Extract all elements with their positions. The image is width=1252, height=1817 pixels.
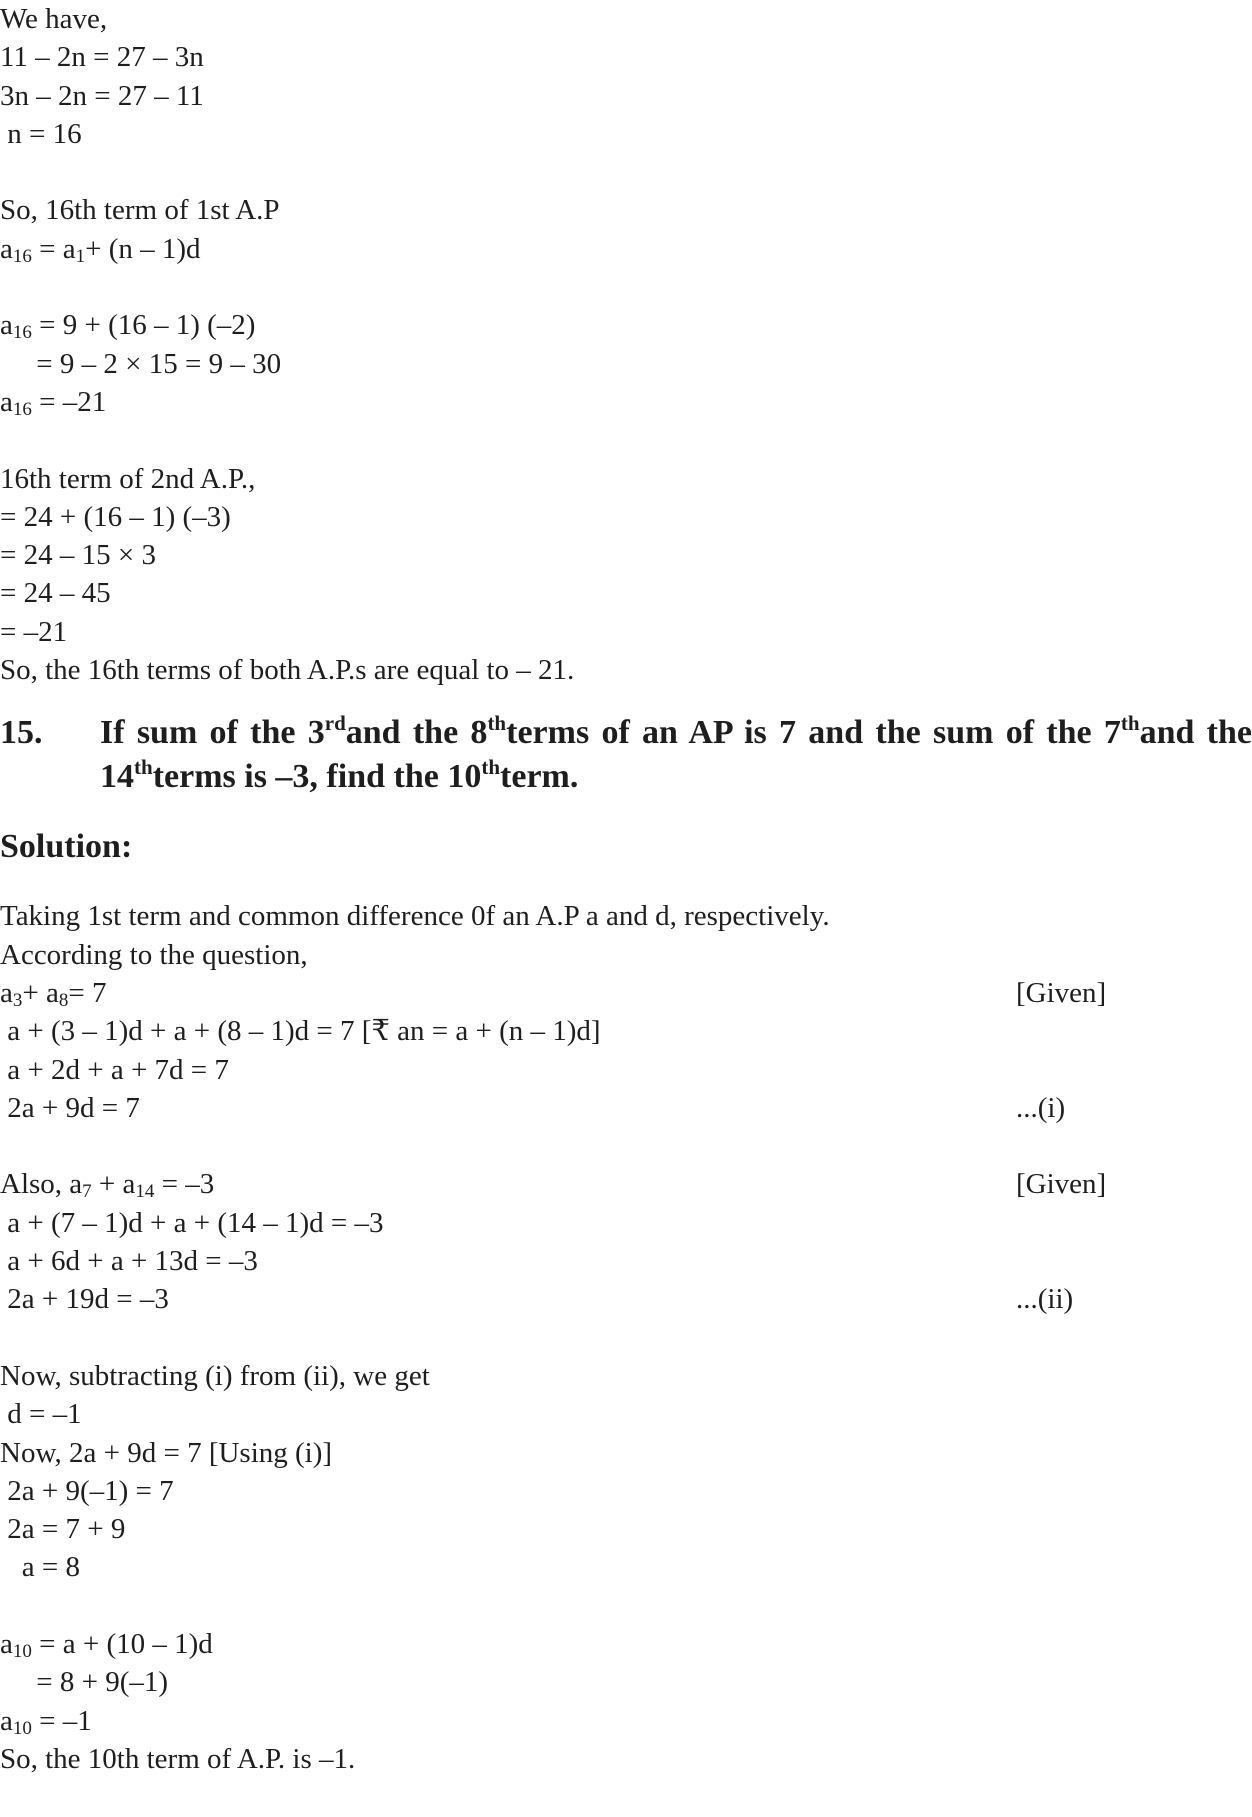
solution-heading: Solution: (0, 828, 133, 866)
equation-line: 2a = 7 + 9 (0, 1513, 126, 1546)
question-15 (0, 711, 1252, 799)
equation-line: 11 – 2n = 27 – 3n (0, 41, 204, 74)
given-tag: [Given] (1016, 976, 1107, 1009)
equation-line: 2a + 9(–1) = 7 (0, 1474, 174, 1507)
a-value-line: a = 8 (0, 1551, 80, 1584)
final-answer: So, the 10th term of A.P. is –1. (0, 1742, 356, 1775)
equation-line: n = 16 (0, 117, 82, 150)
d-value-line: d = –1 (0, 1398, 82, 1431)
equation-i-line: 2a + 9d = 7 ...(i) (0, 1089, 1252, 1127)
equation-line: a + 2d + a + 7d = 7 (0, 1053, 229, 1086)
using-i-line: Now, 2a + 9d = 7 [Using (i)] (0, 1436, 333, 1469)
second-ap-step: = –21 (0, 615, 68, 648)
second-ap-step: = 24 – 45 (0, 577, 111, 610)
equation-line: a + (3 – 1)d + a + (8 – 1)d = 7 [₹ an = a + (n – 1)d] (0, 1015, 601, 1048)
a10-formula-line: $a_{10} = a + (10 - 1)d$ (0, 1627, 213, 1662)
question-number: 15. (0, 714, 43, 752)
given-eq1-line: $a_3+ a_8= 7$ [Given] (0, 974, 1252, 1012)
equation-line: a + 6d + a + 13d = –3 (0, 1245, 258, 1278)
a16-substitution-line: $a_{16} = 9 + (16 - 1)$ (–2) (0, 309, 256, 344)
solution-intro: Taking 1st term and common difference 0f an A.P a and d, respectively. (0, 900, 830, 933)
a16-result-line: $a_{16} = -21$ (0, 385, 107, 420)
second-ap-intro: 16th term of 2nd A.P., (0, 462, 256, 495)
second-ap-step: = 24 – 15 × 3 (0, 539, 156, 572)
a10-result-line: $a_{10} = -1$ (0, 1704, 92, 1739)
a16-formula-line: $a_{16} = a_1+ (n - 1)d$ (0, 232, 201, 267)
second-ap-step: = 24 + (16 – 1) (–3) (0, 500, 231, 533)
part1-conclusion: So, the 16th terms of both A.P.s are equal to – 21. (0, 654, 575, 687)
equation-tag: ...(ii) (1016, 1283, 1074, 1316)
subtracting-line: Now, subtracting (i) from (ii), we get (0, 1359, 430, 1392)
a10-step-line: = 8 + 9(–1) (0, 1666, 169, 1699)
first-ap-intro: So, 16th term of 1st A.P (0, 194, 280, 227)
solution-intro: According to the question, (0, 938, 308, 971)
equation-line: a + (7 – 1)d + a + (14 – 1)d = –3 (0, 1206, 384, 1239)
equation-ii-line: 2a + 19d = –3 ...(ii) (0, 1280, 1252, 1318)
a16-step-line: = 9 – 2 × 15 = 9 – 30 (0, 347, 282, 380)
we-have-line: We have, (0, 3, 108, 35)
given-tag: [Given] (1016, 1168, 1107, 1201)
equation-line: 3n – 2n = 27 – 11 (0, 79, 204, 112)
equation-tag: ...(i) (1016, 1091, 1066, 1124)
given-eq2-line: Also, $a_7 + a_{14} = -3$ [Given] (0, 1165, 1252, 1203)
question-text: If sum of the 3rdand the 8thterms of an AP is 7 and the sum of the 7thand the 14thterms is –3, find the 10thterm. (100, 711, 1252, 796)
